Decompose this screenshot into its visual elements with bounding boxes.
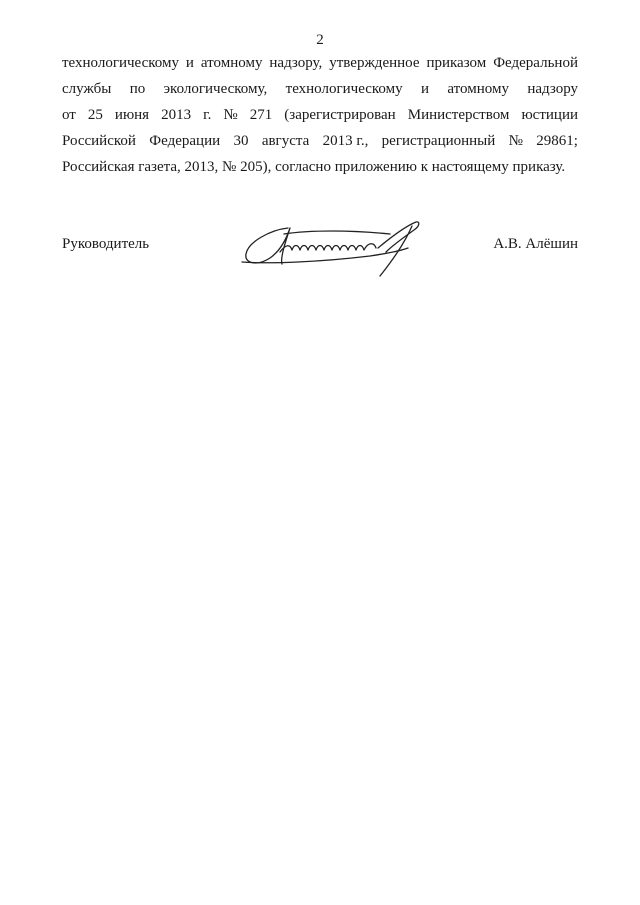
word: службы — [62, 81, 112, 97]
word: технологическому — [62, 55, 179, 71]
word: Федерации — [149, 133, 221, 149]
text-line — [62, 154, 578, 180]
word: Федеральной — [493, 55, 578, 71]
word: регистрационный — [381, 133, 496, 149]
word: от — [62, 107, 76, 123]
document-body — [62, 50, 578, 180]
word: атомному — [200, 55, 263, 71]
handwritten-signature — [240, 218, 435, 280]
word: 2013 г., — [322, 133, 369, 149]
text-line — [62, 128, 578, 154]
signatory-name: А.В. Алёшин — [493, 236, 578, 252]
word: атомному — [447, 81, 509, 97]
text-line — [62, 102, 578, 128]
word: по — [129, 81, 146, 97]
text-line — [62, 50, 578, 76]
word: технологическому — [285, 81, 403, 97]
word: 25 — [87, 107, 103, 123]
word: юстиции — [521, 107, 578, 123]
word: г. — [203, 107, 212, 123]
word: 271 — [249, 107, 273, 123]
text-line — [62, 76, 578, 102]
word: надзору, — [269, 55, 323, 71]
word: экологическому, — [163, 81, 268, 97]
word: (зарегистрирован — [284, 107, 396, 123]
word: № — [223, 107, 238, 123]
signatory-title: Руководитель — [62, 236, 150, 252]
word: 2013 — [161, 107, 192, 123]
word: Российской — [62, 133, 136, 149]
line-text: Российская газета, 2013, № 205), согласно приложению к настоящему приказу. — [62, 159, 566, 175]
word: Министерством — [407, 107, 510, 123]
word: и — [421, 81, 430, 97]
signature-block — [62, 222, 578, 282]
word: надзору — [527, 81, 578, 97]
page-number: 2 — [316, 32, 324, 48]
word: 29861; — [536, 133, 578, 149]
word: № — [508, 133, 523, 149]
word: августа — [261, 133, 310, 149]
word: 30 — [233, 133, 249, 149]
word: утвержденное — [329, 55, 420, 71]
word: приказом — [426, 55, 487, 71]
word: и — [185, 55, 194, 71]
word: июня — [114, 107, 150, 123]
